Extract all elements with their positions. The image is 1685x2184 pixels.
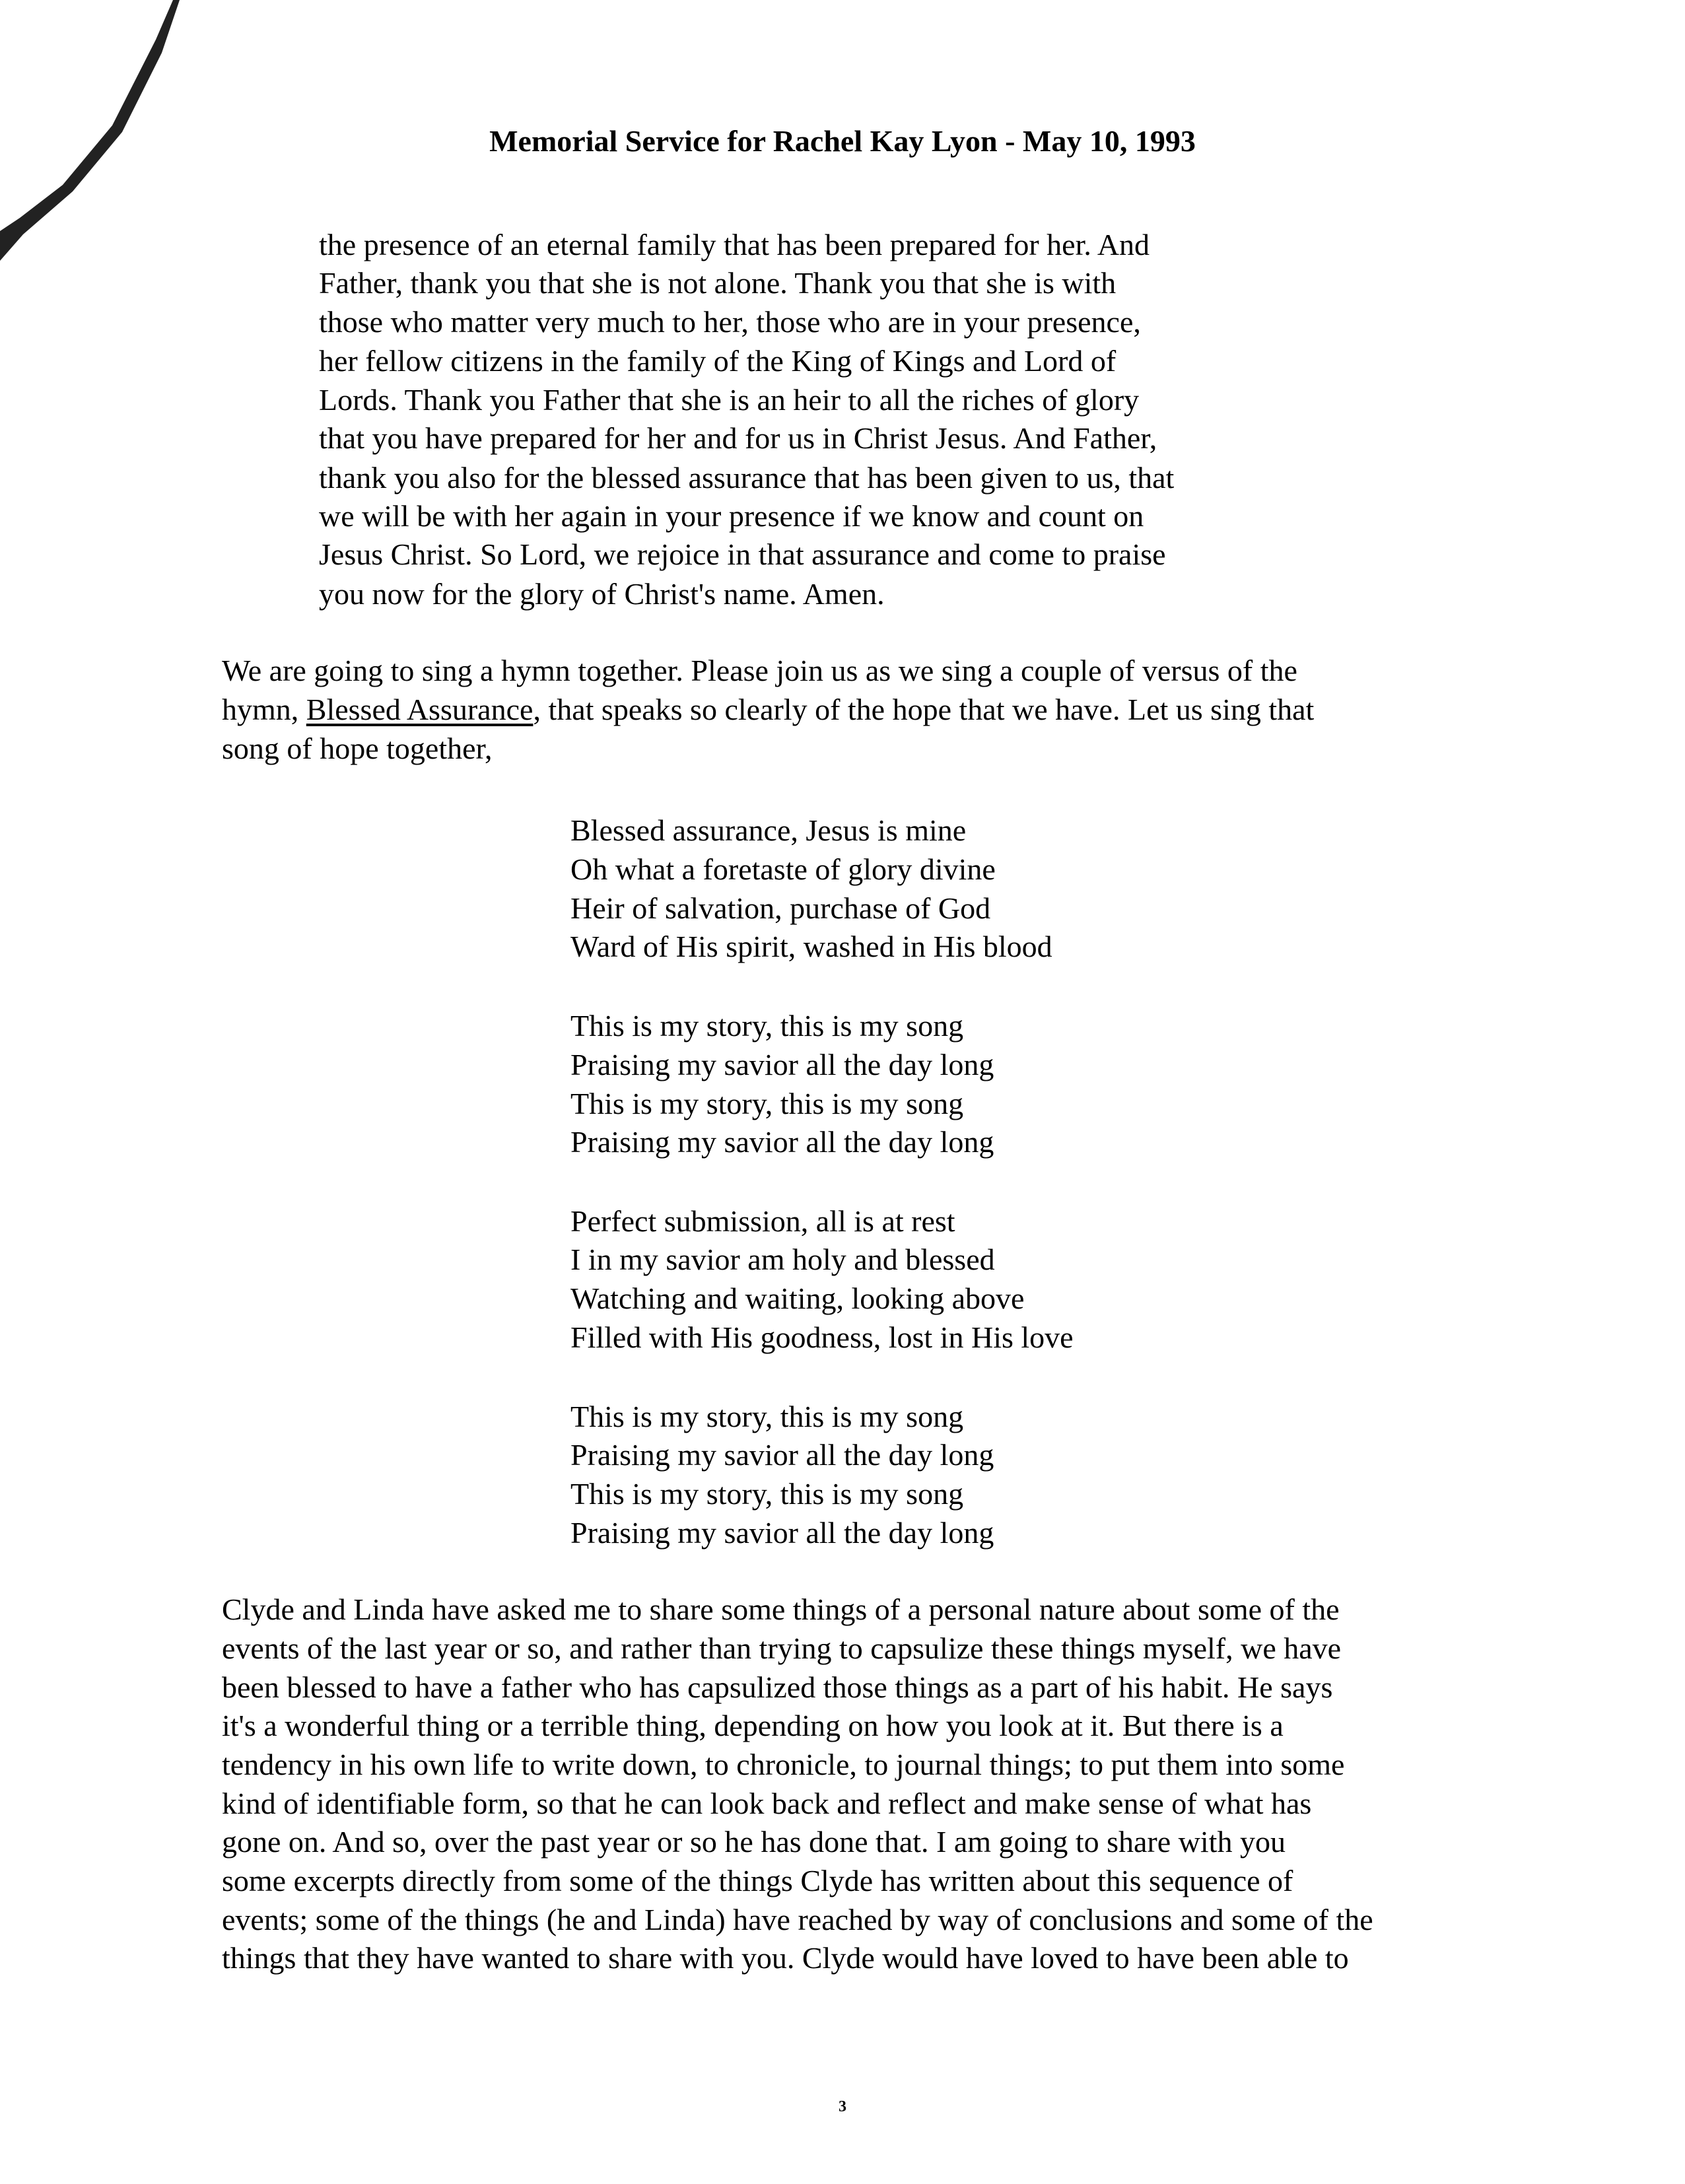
closing-line: kind of identifiable form, so that he can look back and reflect and make sense of what has <box>222 1787 1312 1820</box>
hymn-line: Filled with His goodness, lost in His love <box>570 1320 1074 1354</box>
closing-line: tendency in his own life to write down, to chronicle, to journal things; to put them into some <box>222 1748 1345 1781</box>
hymn-line: Praising my savior all the day long <box>570 1125 994 1159</box>
hymn-line: Blessed assurance, Jesus is mine <box>570 813 967 847</box>
intro-line: We are going to sing a hymn together. Please join us as we sing a couple of versus of the <box>222 654 1297 687</box>
intro-text: hymn, <box>222 693 306 726</box>
hymn-line: Praising my savior all the day long <box>570 1048 994 1081</box>
hymn-line: Heir of salvation, purchase of God <box>570 891 991 925</box>
prayer-line: the presence of an eternal family that has been prepared for her. And <box>319 228 1150 261</box>
prayer-line: we will be with her again in your presence if we know and count on <box>319 499 1144 533</box>
prayer-line: Lords. Thank you Father that she is an heir to all the riches of glory <box>319 383 1140 417</box>
closing-line: events of the last year or so, and rather than trying to capsulize these things myself, we have <box>222 1631 1342 1665</box>
closing-line: Clyde and Linda have asked me to share some things of a personal nature about some of the <box>222 1592 1340 1626</box>
prayer-line: that you have prepared for her and for us in Christ Jesus. And Father, <box>319 421 1157 455</box>
hymn-title: Blessed Assurance <box>306 693 533 726</box>
prayer-line: you now for the glory of Christ's name. Amen. <box>319 577 885 611</box>
hymn-line: I in my savior am holy and blessed <box>570 1243 995 1276</box>
closing-line: gone on. And so, over the past year or so he has done that. I am going to share with you <box>222 1825 1286 1859</box>
hymn-line: Oh what a foretaste of glory divine <box>570 852 996 886</box>
hymn-line: Watching and waiting, looking above <box>570 1281 1025 1315</box>
hymn-line: Ward of His spirit, washed in His blood <box>570 930 1052 963</box>
closing-line: been blessed to have a father who has capsulized those things as a part of his habit. He says <box>222 1670 1333 1704</box>
hymn-line: Perfect submission, all is at rest <box>570 1204 955 1238</box>
prayer-line: Father, thank you that she is not alone. Thank you that she is with <box>319 266 1117 300</box>
closing-line: it's a wonderful thing or a terrible thing, depending on how you look at it. But there is a <box>222 1709 1284 1742</box>
intro-text: , that speaks so clearly of the hope that we have. Let us sing that <box>533 693 1315 726</box>
page-number: 3 <box>839 2098 846 2115</box>
hymn-line: Praising my savior all the day long <box>570 1438 994 1472</box>
hymn-line: This is my story, this is my song <box>570 1087 964 1120</box>
prayer-line: thank you also for the blessed assurance that has been given to us, that <box>319 461 1175 495</box>
closing-line: some excerpts directly from some of the things Clyde has written about this sequence of <box>222 1864 1293 1897</box>
prayer-line: her fellow citizens in the family of the King of Kings and Lord of <box>319 344 1117 378</box>
intro-line: song of hope together, <box>222 732 493 765</box>
prayer-line: Jesus Christ. So Lord, we rejoice in that assurance and come to praise <box>319 537 1166 571</box>
prayer-line: those who matter very much to her, those who are in your presence, <box>319 305 1141 339</box>
hymn-line: This is my story, this is my song <box>570 1400 964 1433</box>
closing-line: things that they have wanted to share with you. Clyde would have loved to have been able to <box>222 1941 1349 1975</box>
hymn-line: This is my story, this is my song <box>570 1009 964 1042</box>
closing-line: events; some of the things (he and Linda) have reached by way of conclusions and some of the <box>222 1903 1373 1936</box>
intro-line <box>222 691 1314 728</box>
hymn-line: Praising my savior all the day long <box>570 1516 994 1550</box>
hymn-line: This is my story, this is my song <box>570 1477 964 1511</box>
page-title: Memorial Service for Rachel Kay Lyon - May 10, 1993 <box>489 124 1196 158</box>
